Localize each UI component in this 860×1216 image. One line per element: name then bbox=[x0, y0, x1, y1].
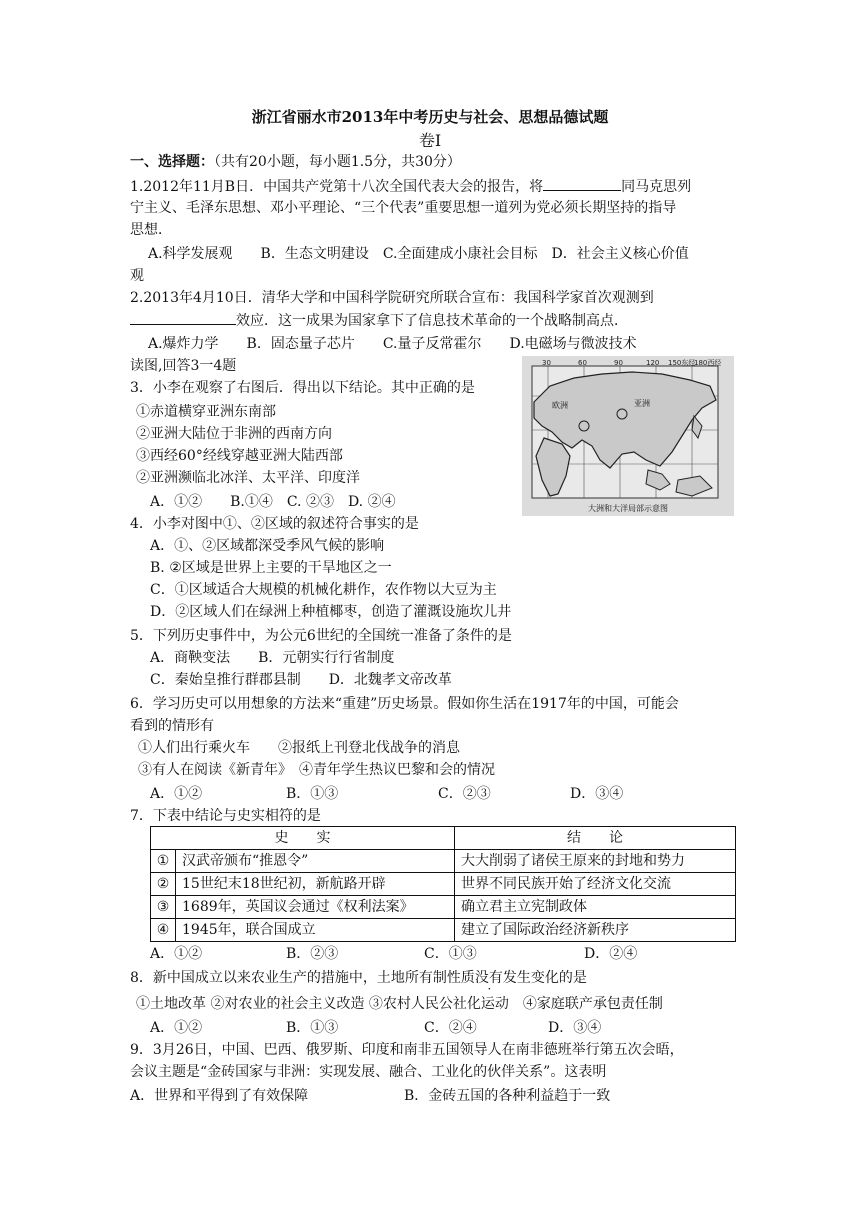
q6-statements-3-4: ③有人在阅读《新青年》 ④青年学生热议巴黎和会的情况 bbox=[138, 762, 495, 778]
q3-statement-1: ①赤道横穿亚洲东南部 bbox=[136, 404, 276, 420]
q2-line2: 效应．这一成果为国家拿下了信息技术革命的一个战略制高点． bbox=[130, 310, 628, 331]
q6-line1: 6．学习历史可以用想象的方法来“重建”历史场景。假如你生活在1917年的中国，可能会 bbox=[130, 696, 679, 712]
q8-stem: 8．新中国成立以来农业生产的措施中，土地所有制性质没有发生变化的是 bbox=[130, 970, 587, 986]
q5-stem: 5．下列历史事件中，为公元6世纪的全国统一准备了条件的是 bbox=[130, 628, 512, 644]
map-graphic bbox=[522, 356, 734, 516]
map-figure bbox=[522, 356, 734, 516]
table-row: ② 15世纪末18世纪初，新航路开辟 世界不同民族开始了经济文化交流 bbox=[151, 873, 736, 896]
q3-statement-2: ②亚洲大陆位于非洲的西南方向 bbox=[136, 426, 332, 442]
q9-line2: 会议主题是“金砖国家与非洲：实现发展、融合、工业化的伙伴关系”。这表明 bbox=[130, 1064, 607, 1080]
table-row: ④ 1945年，联合国成立 建立了国际政治经济新秩序 bbox=[151, 919, 736, 942]
q4-option-b: B. ②区域是世界上主要的干旱地区之一 bbox=[150, 560, 392, 576]
map-tick: 60 bbox=[578, 359, 587, 367]
q7-option-d: D．②④ bbox=[584, 946, 638, 962]
q6-option-b: B．①③ bbox=[286, 786, 339, 802]
q4-option-a: A．①、②区域都深受季风气候的影响 bbox=[150, 538, 385, 554]
q4-stem: 4．小李对图中①、②区域的叙述符合事实的是 bbox=[130, 516, 419, 532]
q8-option-a: A．①② bbox=[150, 1020, 203, 1036]
table-header-row bbox=[151, 827, 736, 850]
q6-option-d: D．③④ bbox=[570, 786, 624, 802]
answer-blank bbox=[130, 310, 236, 325]
q8-items: ①土地改革 ②对农业的社会主义改造 ③农村人民公社化运动 ④家庭联产承包责任制 bbox=[136, 996, 663, 1012]
q6-line2: 看到的情形有 bbox=[130, 718, 214, 734]
q3-stem: 3．小李在观察了右图后．得出以下结论。其中正确的是 bbox=[130, 380, 475, 396]
q8-option-d: D．③④ bbox=[548, 1020, 602, 1036]
q1-line3: 思想． bbox=[130, 222, 172, 238]
q3-statement-3: ③西经60°经线穿越亚洲大陆西部 bbox=[136, 448, 343, 464]
q5-options-cd: C．秦始皇推行群郡县制 D．北魏孝文帝改革 bbox=[150, 672, 452, 688]
q3-options: A．①② B.①④ C. ②③ D. ②④ bbox=[150, 494, 396, 510]
q5-options-ab: A．商鞅变法 B．元朝实行行省制度 bbox=[150, 650, 395, 666]
q7-option-c: C．①③ bbox=[424, 946, 477, 962]
q9-line1: 9．3月26日，中国、巴西、俄罗斯、印度和南非五国领导人在南非德班举行第五次会晤， bbox=[130, 1042, 684, 1058]
q1-options: A.科学发展观 B．生态文明建设 C.全面建成小康社会目标 D．社会主义核心价值 bbox=[148, 246, 689, 262]
q2-line1: 2.2013年4月10日．清华大学和中国科学院研究所联合宣布：我国科学家首次观测到 bbox=[130, 290, 654, 306]
q1-line2: 宁主义、毛泽东思想、邓小平理论、“三个代表”重要思想一道列为党必须长期坚持的指导 bbox=[130, 200, 677, 216]
q3-statement-4: ②亚洲濒临北冰洋、太平洋、印度洋 bbox=[136, 470, 360, 486]
q7-stem: 7．下表中结论与史实相符的是 bbox=[130, 808, 321, 824]
map-label-europe: 欧洲 bbox=[552, 401, 568, 410]
answer-blank bbox=[543, 176, 621, 191]
map-tick: 30 bbox=[542, 359, 551, 367]
q4-option-c: C．①区域适合大规模的机械化耕作，农作物以大豆为主 bbox=[150, 582, 497, 598]
q6-option-c: C．②③ bbox=[438, 786, 491, 802]
intro-3-4: 读图,回答3一4题 bbox=[130, 358, 237, 374]
emphasis-mark: 没有 bbox=[474, 970, 503, 986]
header-conclusion: 结 论 bbox=[455, 827, 736, 850]
map-tick: 120 bbox=[646, 359, 660, 367]
q6-statements-1-2: ①人们出行乘火车 ②报纸上刊登北伐战争的消息 bbox=[138, 740, 460, 756]
q2-options: A.爆炸力学 B．固态量子芯片 C.量子反常霍尔 D.电磁场与微波技术 bbox=[148, 336, 637, 352]
q8-option-b: B．①③ bbox=[286, 1020, 339, 1036]
q9-option-b: B．金砖五国的各种利益趋于一致 bbox=[404, 1088, 611, 1104]
q7-table bbox=[150, 826, 736, 942]
q9-option-a: A．世界和平得到了有效保障 bbox=[130, 1088, 309, 1104]
map-tick: 150东经 bbox=[668, 359, 696, 367]
section-heading: 一、选择题：（共有20小题，每小题1.5分，共30分） bbox=[130, 154, 461, 170]
exam-title: 浙江省丽水市2013年中考历史与社会、思想品德试题 bbox=[251, 108, 609, 126]
q1-options-cont: 观 bbox=[130, 268, 144, 284]
q8-option-c: C．②④ bbox=[424, 1020, 477, 1036]
table-row: ③ 1689年，英国议会通过《权利法案》 确立君主立宪制政体 bbox=[151, 896, 736, 919]
q6-option-a: A．①② bbox=[150, 786, 203, 802]
q7-option-a: A．①② bbox=[150, 946, 203, 962]
q7-option-b: B．②③ bbox=[286, 946, 339, 962]
table-row: ① 汉武帝颁布“推恩令” 大大削弱了诸侯王原来的封地和势力 bbox=[151, 850, 736, 873]
map-tick: 90 bbox=[614, 359, 623, 367]
q1-line1: 1.2012年11月B日．中国共产党第十八次全国代表大会的报告，将 同马克思列 bbox=[130, 176, 691, 197]
volume-label: 卷Ⅰ bbox=[418, 131, 442, 150]
header-fact: 史 实 bbox=[151, 827, 455, 850]
map-caption: 大洲和大洋局部示意图 bbox=[588, 504, 668, 513]
q4-option-d: D．②区域人们在绿洲上种植椰枣，创造了灌溉设施坎儿井 bbox=[150, 604, 512, 620]
map-tick: 180西经 bbox=[694, 359, 722, 367]
map-label-asia: 亚洲 bbox=[634, 399, 650, 408]
